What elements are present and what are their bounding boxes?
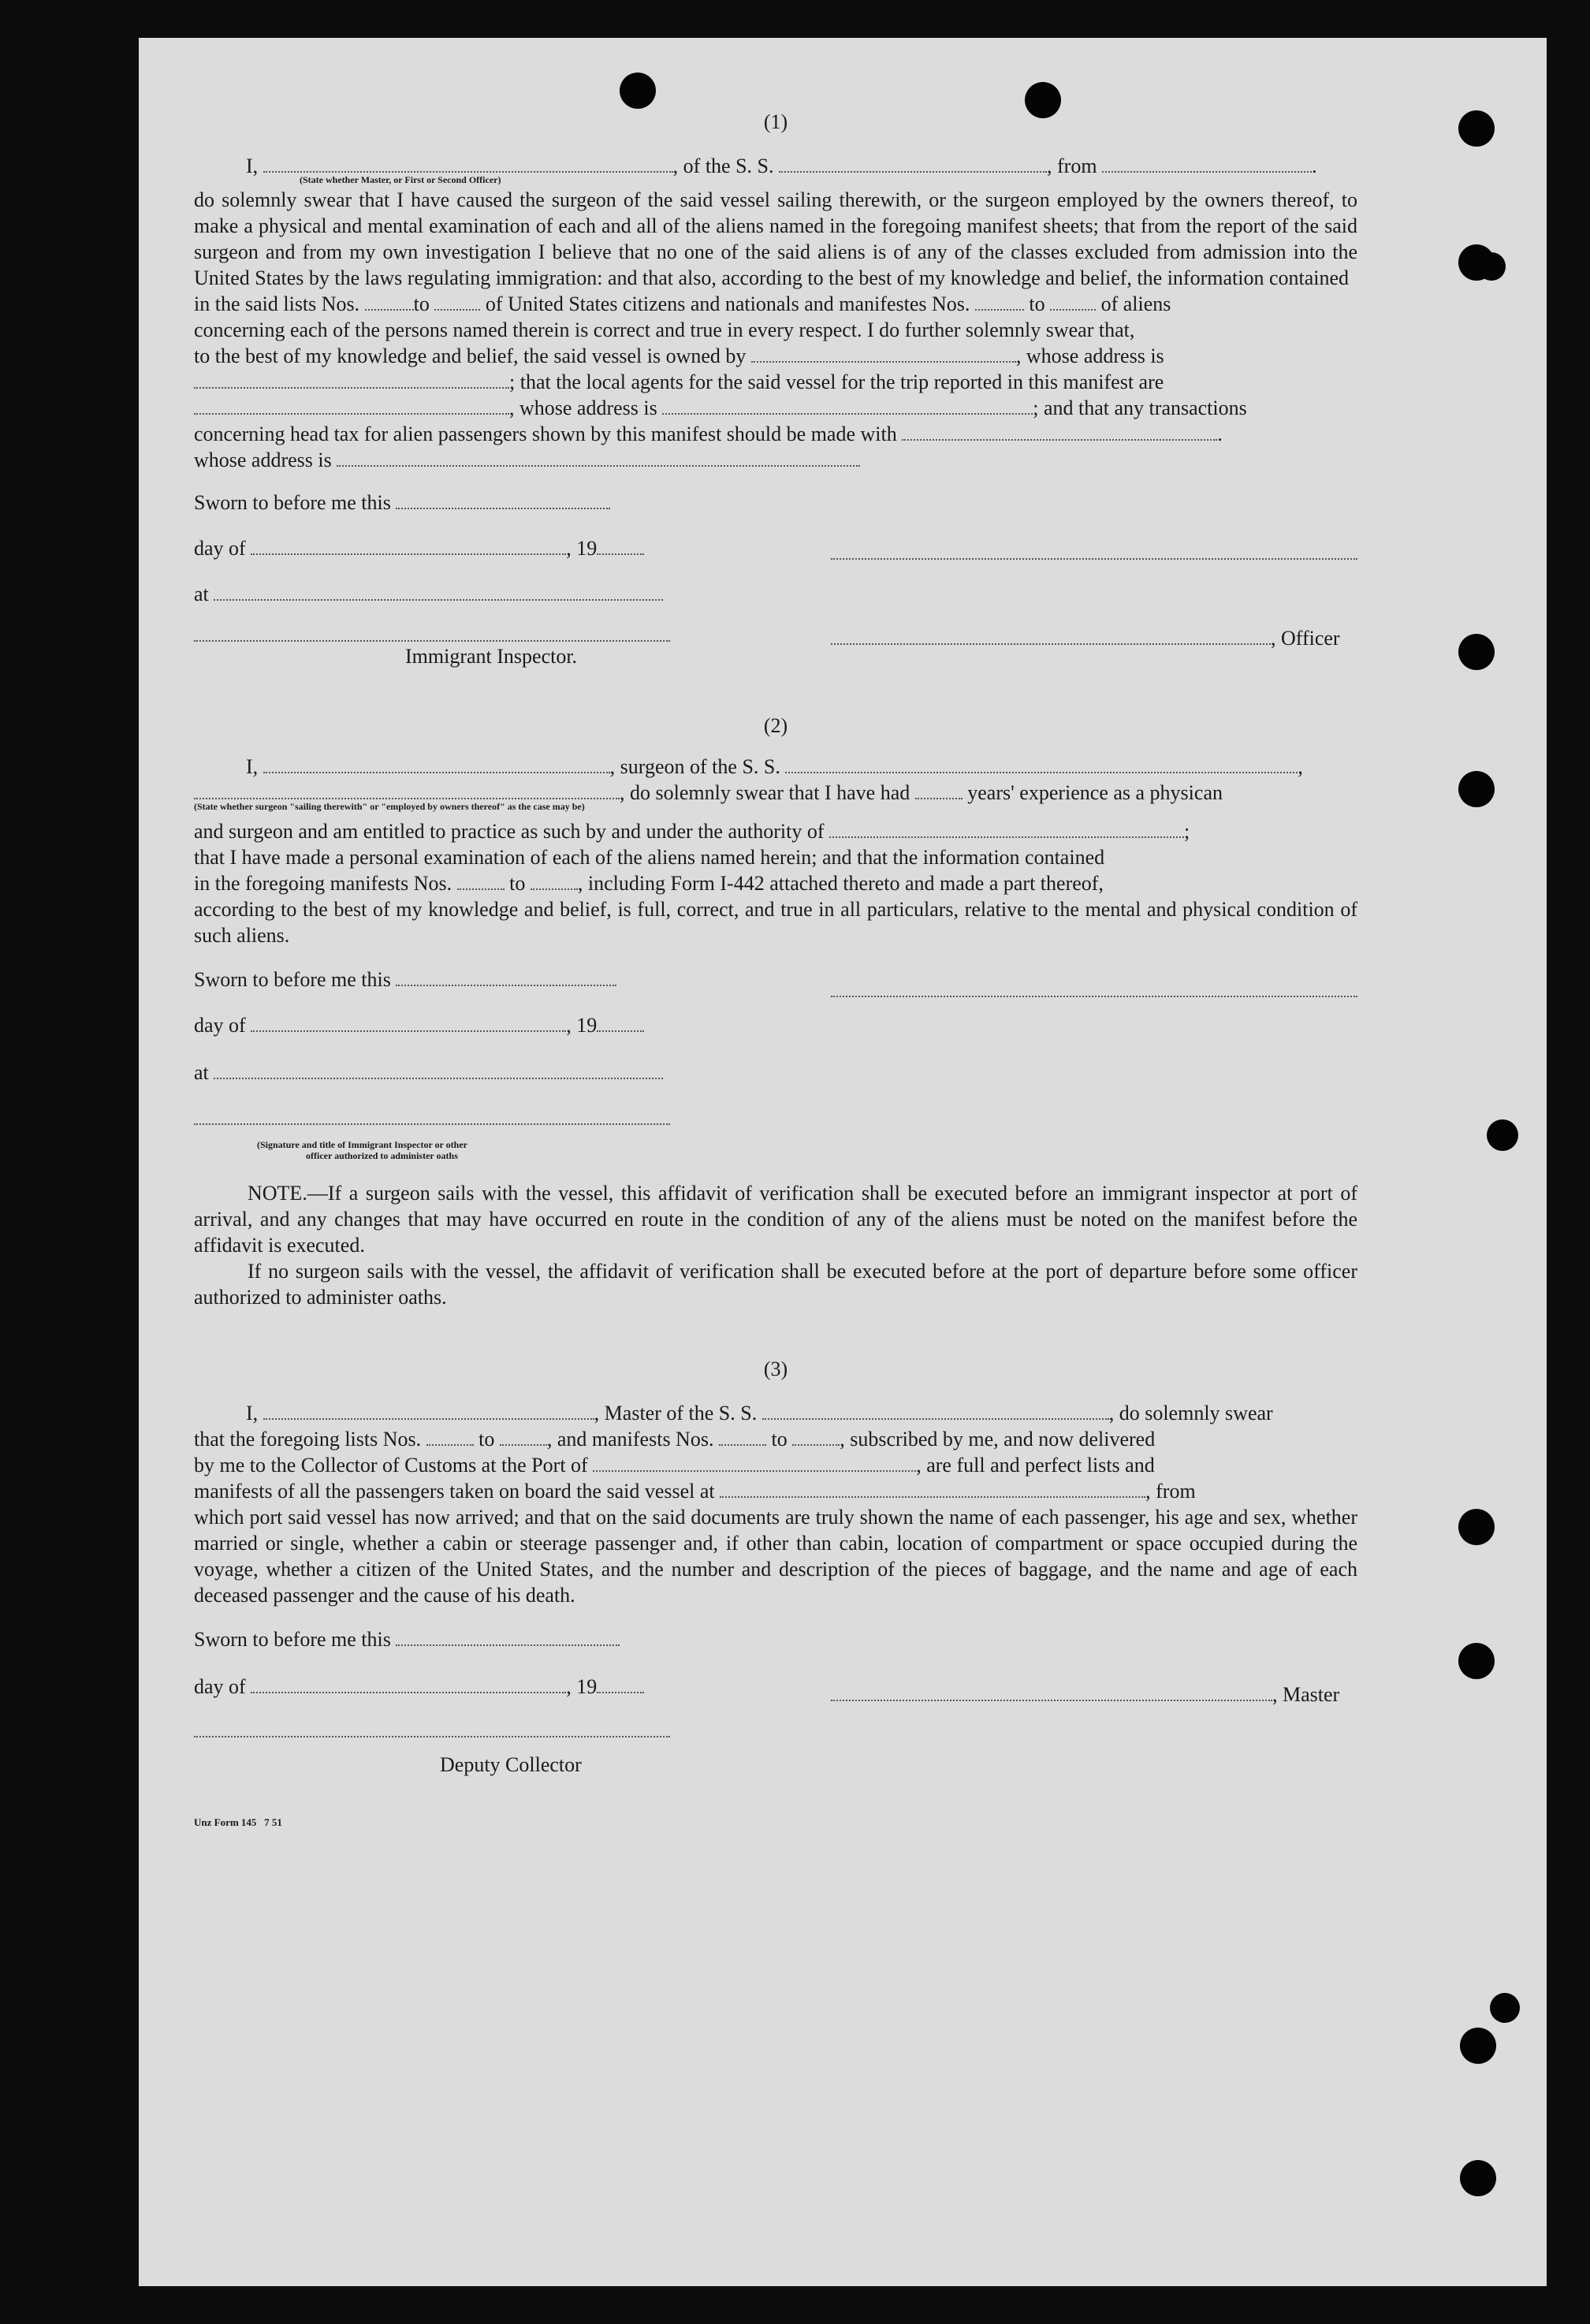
- sworn-day-field[interactable]: [396, 490, 610, 509]
- punch-hole: [1460, 2028, 1496, 2064]
- master-sworn-year-field[interactable]: [597, 1674, 644, 1693]
- master-signature-field[interactable]: [831, 1682, 1272, 1701]
- form-number: Unz Form 145 7 51: [194, 1816, 282, 1828]
- vessel-name-field[interactable]: [779, 154, 1047, 173]
- sworn-month-field[interactable]: [251, 536, 566, 555]
- surgeon-sworn-year-field[interactable]: [597, 1013, 644, 1032]
- section-2-body-2: according to the best of my knowledge and belief, is full, correct, and true in all particulars, relative to the mental and physical condition of such aliens.: [194, 898, 1357, 947]
- surgeon-inspector-signature-line[interactable]: [194, 1123, 670, 1125]
- boarding-port-field[interactable]: [720, 1479, 1145, 1498]
- owner-name-field[interactable]: [751, 344, 1016, 363]
- sworn-year-field[interactable]: [597, 536, 644, 555]
- section-2-manifests: in the foregoing manifests Nos. to , including Form I-442 attached thereto and made a part thereof,: [194, 872, 1104, 895]
- note-paragraph: NOTE.—If a surgeon sails with the vessel, this affidavit of verification shall be executed before an immigrant inspector at port of arrival, and any changes that may have occurred en route in the condition of any of the aliens must be noted on the manifest before the affidavit is executed.: [194, 1182, 1357, 1257]
- years-experience-field[interactable]: [915, 780, 963, 799]
- departure-port-field[interactable]: [1102, 154, 1312, 173]
- section-3-boarding: manifests of all the passengers taken on board the said vessel at , from: [194, 1480, 1196, 1503]
- surgeon-manifest-to-field[interactable]: [531, 871, 578, 890]
- section-2-number: (2): [763, 714, 788, 737]
- agent-address-field[interactable]: [662, 396, 1033, 415]
- signature-title-note: (Signature and title of Immigrant Inspector or other: [257, 1139, 467, 1150]
- punch-hole: [1460, 2160, 1496, 2196]
- section-2-years: , do solemnly swear that I have had years' experience as a physican: [194, 780, 1357, 806]
- inspector-label: Immigrant Inspector.: [405, 645, 578, 668]
- head-tax-address-field[interactable]: [337, 448, 860, 467]
- master-manifest-to-field[interactable]: [792, 1427, 840, 1446]
- master-name-field[interactable]: [263, 1401, 594, 1420]
- punch-hole: [1458, 1509, 1495, 1545]
- authority-field[interactable]: [829, 819, 1184, 838]
- master-sworn-day-field[interactable]: [396, 1627, 620, 1646]
- surgeon-sworn-month-field[interactable]: [251, 1013, 566, 1032]
- inspector-signature-line[interactable]: [194, 640, 670, 642]
- section-3-lists: that the foregoing lists Nos. to , and manifests Nos. to , subscribed by me, and now delivered: [194, 1428, 1156, 1451]
- section-3-signatures: Sworn to before me this day of , 19 , Master Deputy Collector: [194, 1628, 1340, 1776]
- affidavit-document: [194, 110, 1357, 1829]
- alien-list-from-field[interactable]: [975, 292, 1024, 311]
- section-3-body: which port said vessel has now arrived; and that on the said documents are truly shown the name of each passenger, his age and sex, whether married or single, whether a cabin or steerage passenger and, if other than cabin, location of compartment or space occupied during the voyage, whether a citizen of the United States, and the number and description of the pieces of baggage, and the name and age of each deceased passenger and the cause of his death.: [194, 1506, 1357, 1607]
- section-3-port: by me to the Collector of Customs at the Port of , are full and perfect lists and: [194, 1454, 1155, 1477]
- section-2-body: that I have made a personal examination of each of the aliens named herein; and that the information contained: [194, 846, 1105, 869]
- alien-list-to-field[interactable]: [1050, 292, 1096, 311]
- master-list-to-field[interactable]: [500, 1427, 547, 1446]
- section-1-concerning: concerning each of the persons named therein is correct and true in every respect. I do further solemnly swear that,: [194, 318, 1135, 341]
- master-sworn-month-field[interactable]: [251, 1674, 566, 1693]
- note-paragraph-2: If no surgeon sails with the vessel, the affidavit of verification shall be executed before at the port of departure before some officer authorized to administer oaths.: [194, 1260, 1357, 1309]
- section-1-lists-line: in the said lists Nos. to of United States citizens and nationals and manifestes Nos. to of aliens: [194, 292, 1171, 315]
- surgeon-vessel-field[interactable]: [785, 754, 1298, 773]
- section-2-signatures: Sworn to before me this day of , 19 at (Signature and title of Immigrant Inspector or other officer authorized to administer oaths: [194, 967, 1357, 1180]
- punch-hole: [1477, 252, 1506, 281]
- section-1-agent-address: , whose address is ; and that any transactions: [194, 395, 1357, 421]
- officer-name-field[interactable]: [263, 154, 673, 173]
- section-1-head-tax: concerning head tax for alien passengers shown by this manifest should be made with .: [194, 423, 1223, 445]
- master-manifest-from-field[interactable]: [719, 1427, 766, 1446]
- section-2-opening: I, , surgeon of the S. S. ,: [246, 755, 1303, 778]
- surgeon-sworn-day-field[interactable]: [396, 967, 616, 986]
- signature-title-note-2: officer authorized to administer oaths: [306, 1150, 458, 1161]
- master-vessel-field[interactable]: [762, 1401, 1109, 1420]
- officer-signature-field[interactable]: [831, 626, 1271, 645]
- surgeon-manifest-from-field[interactable]: [457, 871, 505, 890]
- punch-hole: [1458, 634, 1495, 670]
- section-2-authority: and surgeon and am entitled to practice as such by and under the authority of ;: [194, 820, 1190, 843]
- section-1-body: do solemnly swear that I have caused the surgeon of the said vessel sailing therewith, or the surgeon employed by the owners thereof, to make a physical and mental examination of each and all of the aliens named in the foregoing manifest sheets; that from the report of the said surgeon and from my own investigation I believe that no one of the said aliens is of any of the classes excluded from admission into the United States by the laws regulating immigration: and that also, according to the best of my knowledge and belief, the information contained: [194, 188, 1357, 289]
- section-1-opening: I, , of the S. S. , from .: [246, 155, 1317, 177]
- arrival-port-field[interactable]: [593, 1453, 916, 1472]
- punch-hole: [1458, 1643, 1495, 1679]
- punch-hole: [620, 73, 656, 109]
- section-1-owned: to the best of my knowledge and belief, the said vessel is owned by , whose address is: [194, 345, 1164, 367]
- us-list-to-field[interactable]: [434, 292, 480, 311]
- us-list-from-field[interactable]: [365, 292, 414, 311]
- surgeon-status-field[interactable]: [194, 780, 620, 799]
- section-3-opening: I, , Master of the S. S. , do solemnly swear: [246, 1402, 1273, 1425]
- punch-hole: [1458, 771, 1495, 807]
- deputy-collector-signature-line[interactable]: [194, 1736, 670, 1737]
- officer-note: (State whether Master, or First or Second Officer): [300, 174, 501, 185]
- punch-hole: [1490, 1993, 1520, 2023]
- punch-hole: [1487, 1119, 1518, 1151]
- section-1-signatures: Sworn to before me this day of , 19 at , Officer Immigrant Inspector.: [194, 490, 1357, 695]
- sworn-place-field[interactable]: [214, 582, 663, 601]
- section-1-number: (1): [763, 110, 788, 133]
- surgeon-name-field[interactable]: [263, 754, 610, 773]
- surgeon-sworn-place-field[interactable]: [214, 1060, 663, 1079]
- surgeon-note: (State whether surgeon "sailing therewith" or "employed by owners thereof" as the case may be): [194, 801, 585, 812]
- agent-name-field[interactable]: [194, 396, 509, 415]
- punch-hole: [1458, 110, 1495, 147]
- owner-address-field[interactable]: [194, 370, 509, 389]
- deputy-collector-label: Deputy Collector: [440, 1753, 582, 1776]
- section-3-number: (3): [763, 1358, 788, 1380]
- officer-signature-top-line[interactable]: [831, 558, 1357, 560]
- section-1-whose-address: whose address is: [194, 447, 1357, 473]
- master-list-from-field[interactable]: [426, 1427, 474, 1446]
- surgeon-signature-line[interactable]: [831, 996, 1357, 997]
- section-1-agents: ; that the local agents for the said vessel for the trip reported in this manifest are: [194, 369, 1357, 395]
- head-tax-contact-field[interactable]: [902, 422, 1217, 441]
